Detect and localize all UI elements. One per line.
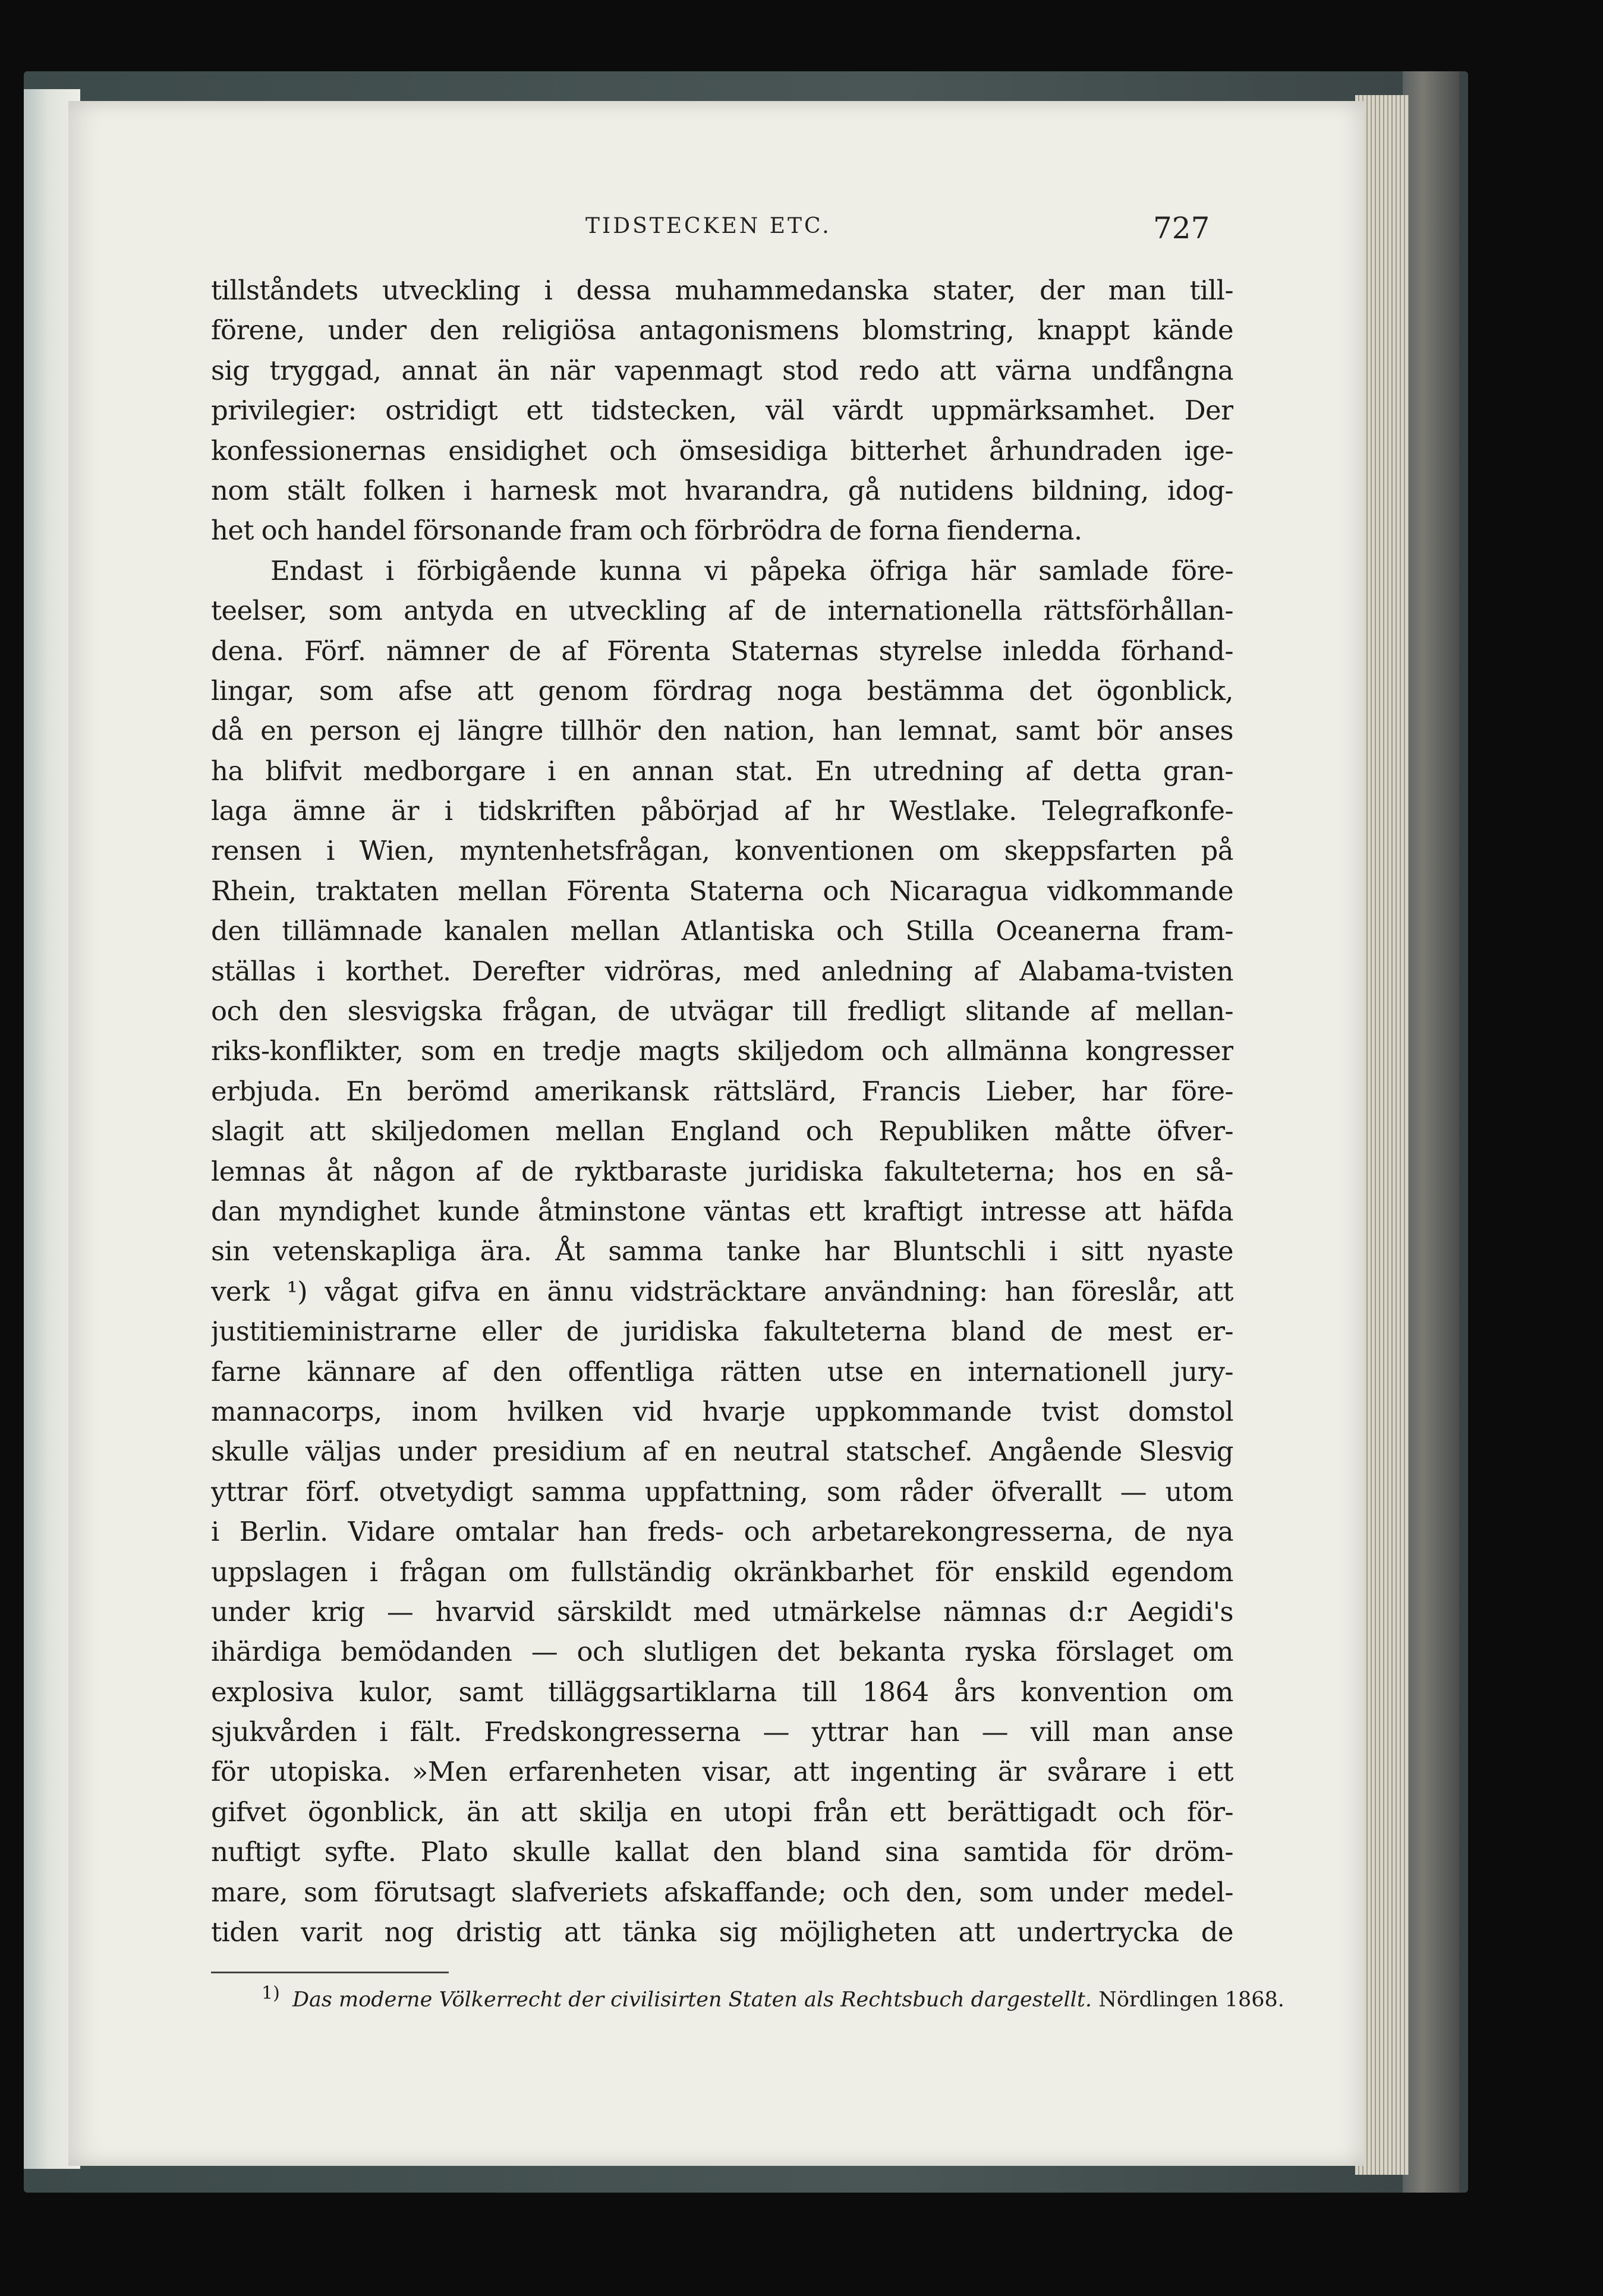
- text-line: nuftigt syfte. Plato skulle kallat den bland sina samtida för dröm-: [211, 1836, 1233, 1868]
- text-line: för utopiska. »Men erfarenheten visar, att ingenting är svårare i ett: [211, 1756, 1233, 1788]
- text-line: förene, under den religiösa antagonismens blomstring, knappt kände: [211, 314, 1233, 346]
- text-line: het och handel försonande fram och förbrödra de forna fienderna.: [211, 515, 1082, 547]
- text-line: yttrar förf. otvetydigt samma uppfattning, som råder öfverallt — utom: [211, 1475, 1233, 1507]
- text-line: sin vetenskapliga ära. Åt samma tanke har Bluntschli i sitt nyaste: [211, 1235, 1233, 1267]
- text-line: Rhein, traktaten mellan Förenta Staterna och Nicaragua vidkommande: [211, 875, 1233, 907]
- footnote-place-year: Nördlingen 1868.: [1098, 1988, 1284, 2012]
- text-line: explosiva kulor, samt tilläggsartiklarna till 1864 års konvention om: [211, 1676, 1233, 1708]
- text-line: den tillämnade kanalen mellan Atlantiska och Stilla Oceanerna fram-: [211, 915, 1233, 947]
- text-line: ha blifvit medborgare i en annan stat. En utredning af detta gran-: [211, 755, 1233, 787]
- text-line: dena. Förf. nämner de af Förenta Staternas styrelse inledda förhand-: [211, 635, 1233, 667]
- text-line: uppslagen i frågan om fullständig okränkbarhet för enskild egendom: [211, 1556, 1233, 1588]
- footnote-marker: 1): [262, 1983, 280, 2004]
- text-line: lemnas åt någon af de ryktbaraste juridiska fakulteterna; hos en så-: [211, 1155, 1233, 1187]
- text-line: justitieministrarne eller de juridiska fakulteterna bland de mest er-: [211, 1316, 1233, 1348]
- text-line: konfessionernas ensidighet och ömsesidiga bitterhet århundraden ige-: [211, 434, 1233, 466]
- text-line: och den slesvigska frågan, de utvägar till fredligt slitande af mellan-: [211, 995, 1233, 1027]
- text-line: mannacorps, inom hvilken vid hvarje uppkommande tvist domstol: [211, 1395, 1233, 1427]
- text-line: ställas i korthet. Derefter vidröras, med anledning af Alabama-tvisten: [211, 955, 1233, 987]
- text-line: verk ¹) vågat gifva en ännu vidsträcktare användning: han föreslår, att: [211, 1275, 1233, 1307]
- text-line: riks-konflikter, som en tredje magts skiljedom och allmänna kongresser: [211, 1035, 1233, 1067]
- text-line: under krig — hvarvid särskildt med utmärkelse nämnas d:r Aegidi's: [211, 1595, 1233, 1628]
- text-line: slagit att skiljedomen mellan England och Republiken måtte öfver-: [211, 1115, 1233, 1147]
- text-line: farne kännare af den offentliga rätten utse en internationell jury-: [211, 1355, 1233, 1387]
- book-cover-edge: [1403, 71, 1459, 2193]
- footnote: [262, 1979, 1284, 2015]
- text-line: erbjuda. En berömd amerikansk rättslärd, Francis Lieber, har före-: [211, 1075, 1233, 1107]
- footnote-rule: [211, 1972, 449, 1973]
- text-line: lingar, som afse att genom fördrag noga bestämma det ögonblick,: [211, 674, 1233, 707]
- running-head: TIDSTECKEN ETC.: [585, 214, 832, 238]
- text-line: då en person ej längre tillhör den nation, han lemnat, samt bör anses: [211, 715, 1233, 747]
- text-line: mare, som förutsagt slafveriets afskaffande; och den, som under medel-: [211, 1876, 1233, 1908]
- text-line: sig tryggad, annat än när vapenmagt stod redo att värna undfångna: [211, 354, 1233, 386]
- text-line: i Berlin. Vidare omtalar han freds- och arbetarekongresserna, de nya: [211, 1516, 1233, 1548]
- text-line: sjukvården i fält. Fredskongresserna — yttrar han — vill man anse: [211, 1716, 1233, 1748]
- body-text: [211, 270, 1233, 1952]
- text-line: rensen i Wien, myntenhetsfrågan, konventionen om skeppsfarten på: [211, 835, 1233, 867]
- text-line: tiden varit nog dristig att tänka sig möjligheten att undertrycka de: [211, 1916, 1233, 1948]
- text-line: privilegier: ostridigt ett tidstecken, väl värdt uppmärksamhet. Der: [211, 395, 1233, 427]
- text-line: tillståndets utveckling i dessa muhammedanska stater, der man till-: [211, 275, 1233, 306]
- text-line: Endast i förbigående kunna vi påpeka öfriga här samlade före-: [270, 554, 1233, 586]
- text-line: ihärdiga bemödanden — och slutligen det bekanta ryska förslaget om: [211, 1636, 1233, 1668]
- text-line: laga ämne är i tidskriften påbörjad af hr Westlake. Telegrafkonfe-: [211, 795, 1233, 827]
- text-line: gifvet ögonblick, än att skilja en utopi från ett berättigadt och för-: [211, 1796, 1233, 1828]
- page-number: 727: [1153, 211, 1210, 245]
- text-line: teelser, som antyda en utveckling af de internationella rättsförhållan-: [211, 595, 1233, 627]
- text-line: dan myndighet kunde åtminstone väntas ett kraftigt intresse att häfda: [211, 1195, 1233, 1227]
- footnote-title: Das moderne Völkerrecht der civilisirten Staten als Rechtsbuch dargestellt.: [292, 1988, 1092, 2012]
- text-line: skulle väljas under presidium af en neutral statschef. Angående Slesvig: [211, 1436, 1233, 1468]
- text-line: nom stält folken i harnesk mot hvarandra, gå nutidens bildning, idog-: [211, 474, 1233, 506]
